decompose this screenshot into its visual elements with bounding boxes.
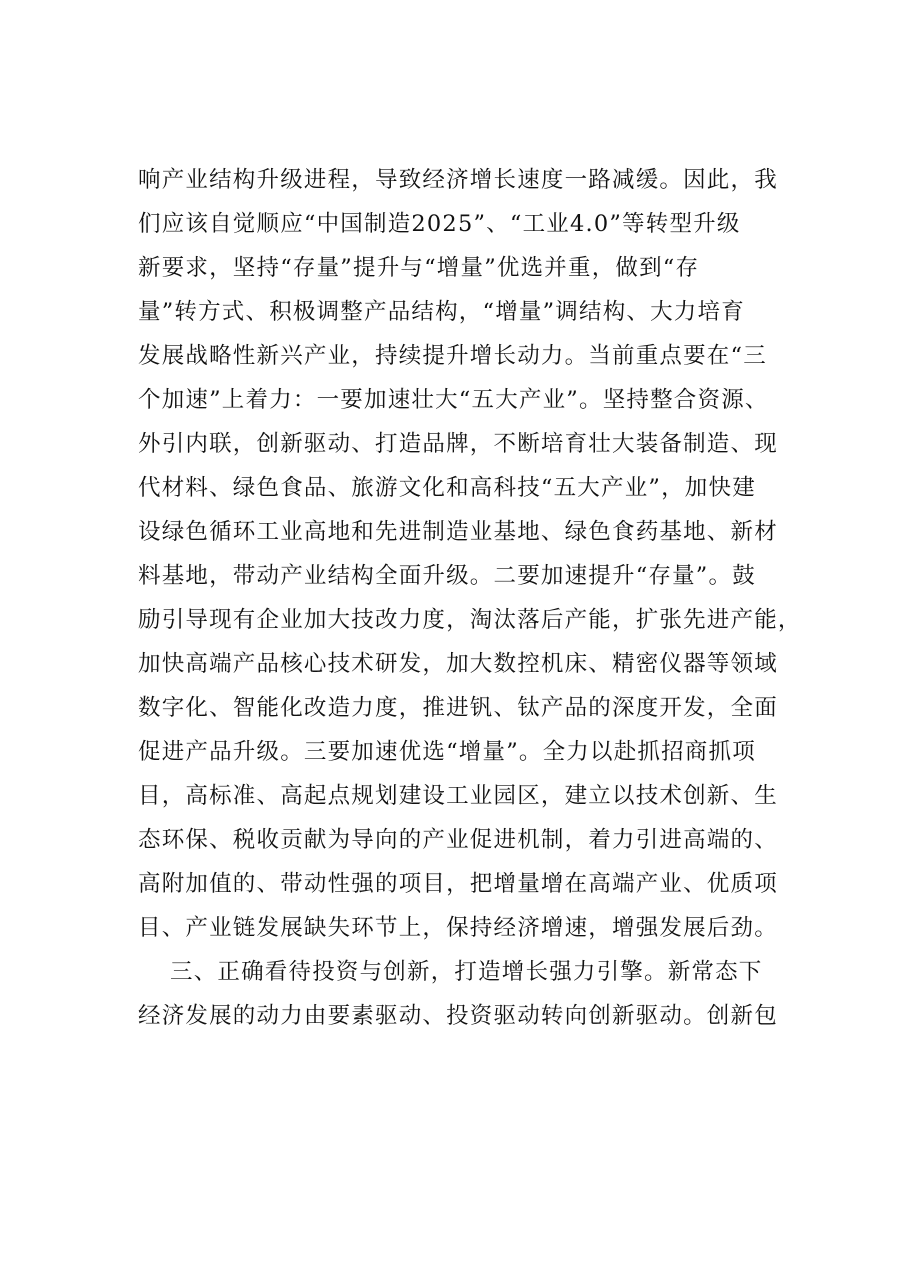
text-line: 加快高端产品核心技术研发，加大数控机床、精密仪器等领域 [138,651,778,677]
text-line: 代材料、绿色食品、旅游文化和高科技“五大产业”，加快建 [138,475,756,501]
text-line: 新要求，坚持“存量”提升与“增量”优选并重，做到“存 [138,255,700,281]
paragraph-start-line: 三、正确看待投资与创新，打造增长强力引擎。新常态下 [170,959,763,985]
text-line: 响产业结构升级进程，导致经济增长速度一路减缓。因此，我 [138,167,778,193]
text-line: 促进产品升级。三要加速优选“增量”。全力以赴抓招商抓项 [138,739,756,765]
text-line: 态环保、税收贡献为导向的产业促进机制，着力引进高端的、 [138,827,778,853]
text-line: 目、产业链发展缺失环节上，保持经济增速，增强发展后劲。 [138,915,778,941]
text-line: 数字化、智能化改造力度，推进钒、钛产品的深度开发，全面 [138,695,778,721]
text-line: 高附加值的、带动性强的项目，把增量增在高端产业、优质项 [138,871,778,897]
text-line: 们应该自觉顺应“中国制造2025”、“工业4.0”等转型升级 [138,211,741,237]
text-line: 个加速”上着力：一要加速壮大“五大产业”。坚持整合资源、 [138,387,769,413]
text-line: 励引导现有企业加大技改力度，淘汰落后产能，扩张先进产能， [138,607,802,633]
text-line: 设绿色循环工业高地和先进制造业基地、绿色食药基地、新材 [138,519,778,545]
text-line: 发展战略性新兴产业，持续提升增长动力。当前重点要在“三 [138,343,767,369]
text-line: 外引内联，创新驱动、打造品牌，不断培育壮大装备制造、现 [138,431,778,457]
text-line: 料基地，带动产业结构全面升级。二要加速提升“存量”。鼓 [138,563,756,589]
text-line: 目，高标准、高起点规划建设工业园区，建立以技术创新、生 [138,783,778,809]
text-line: 经济发展的动力由要素驱动、投资驱动转向创新驱动。创新包 [138,1003,778,1029]
text-line: 量”转方式、积极调整产品结构，“增量”调结构、大力培育 [138,299,745,325]
